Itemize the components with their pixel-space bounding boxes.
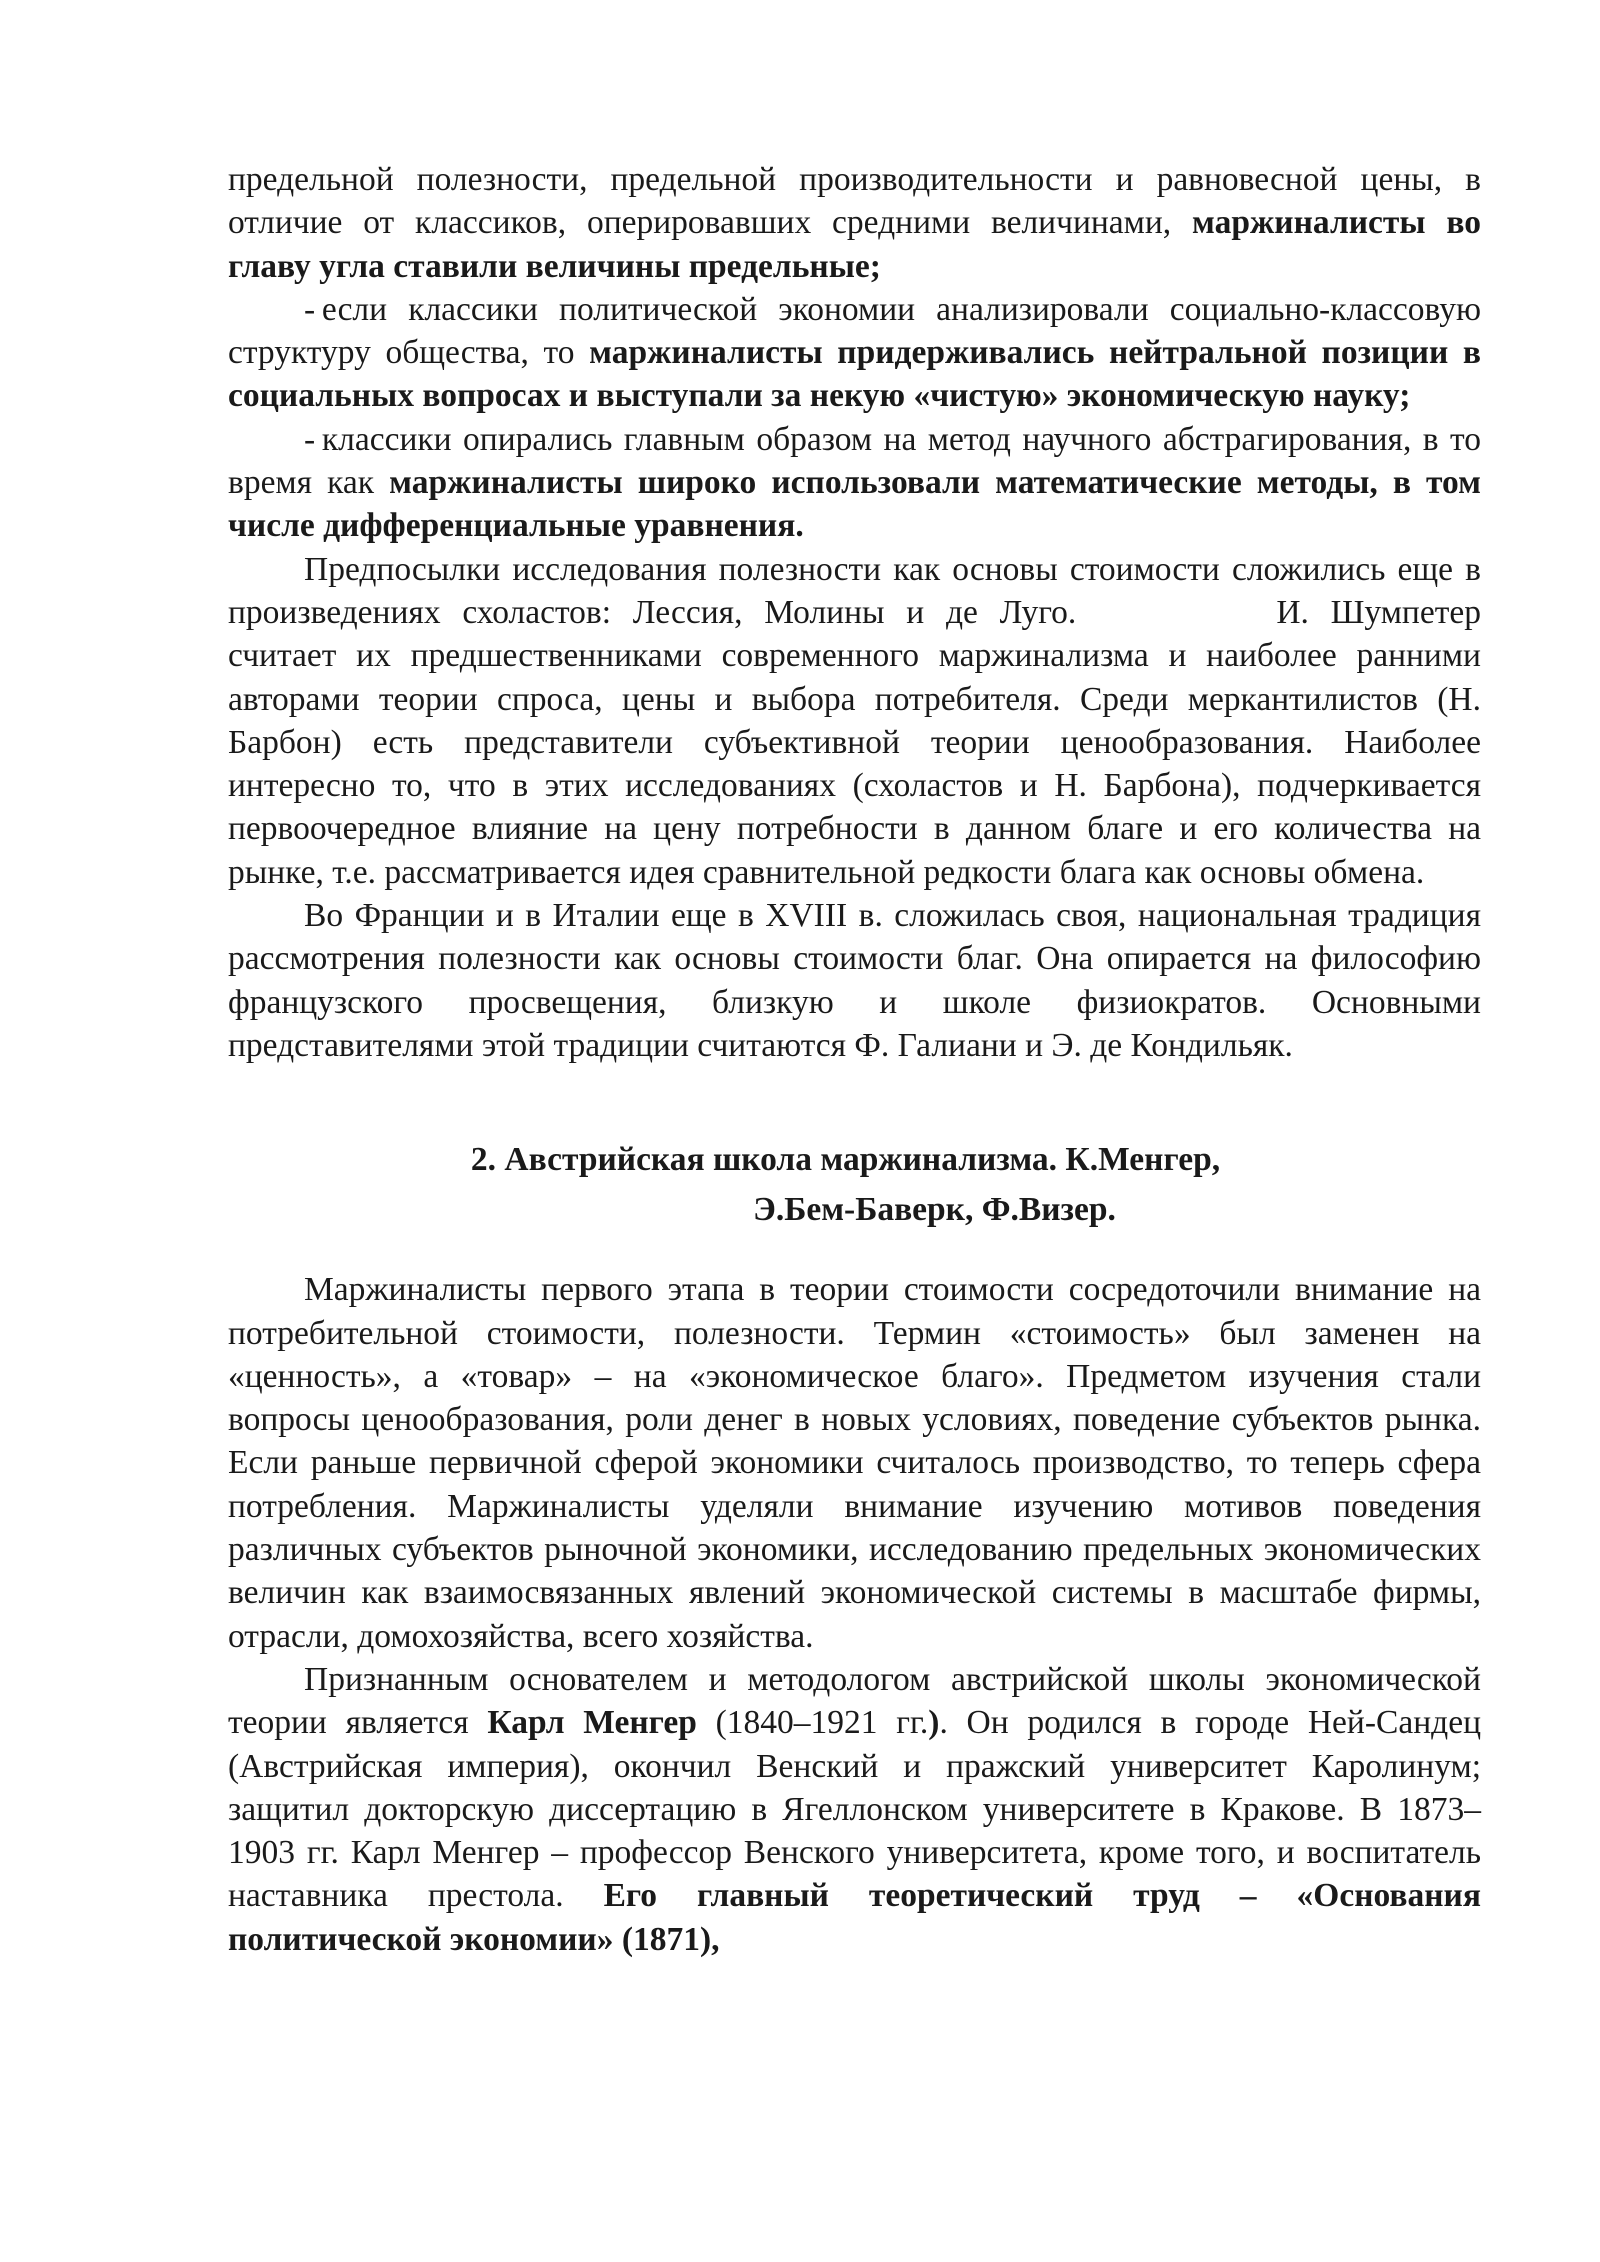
paragraph-prerequisites bbox=[228, 548, 1481, 894]
paragraph-text: . Он родился в городе Ней-Сандец (Австрийская империя), окончил Венский и пражский университет Каролинум; защитил докторскую диссертацию в Ягеллонском университете в Кракове. В 1873–1903 гг. Карл Менгер – профессор Венского университета, кроме того, и воспитатель наставника престола. bbox=[228, 1704, 1481, 1915]
paragraph-text: И. Шумпетер считает их предшественниками современного маржинализма и наиболее ранними авторами теории спроса, цены и выбора потребителя. Среди меркантилистов (Н. Барбон) есть представители субъективной теории ценообразования. Наиболее интересно то, что в этих исследованиях (схоластов и Н. Барбона), подчеркивается первоочередное влияние на цену потребности в данном благе и его количества на рынке, т.е. рассматривается идея сравнительной редкости блага как основы обмена. bbox=[228, 593, 1481, 891]
paragraph-text: - если классики политической экономии анализировали социально-классовую структуру общества, то bbox=[228, 290, 1481, 372]
paragraph-text: Маржиналисты первого этапа в теории стоимости сосредоточили внимание на потребительной стоимости, полезности. Термин «стоимость» был заменен на «ценность», а «товар» – на «экономическое благо». Предметом изучения стали вопросы ценообразования, роли денег в новых условиях, поведение субъектов рынка. Если раньше первичной сферой экономики считалось производство, то теперь сфера потребления. Маржиналисты уделяли внимание изучению мотивов поведения различных субъектов рыночной экономики, исследованию предельных экономических величин как взаимосвязанных явлений экономической системы в масштабе фирмы, отрасли, домохозяйства, всего хозяйства. bbox=[228, 1271, 1481, 1655]
section-heading-line1: 2. Австрийская школа маржинализма. К.Менгер, bbox=[470, 1141, 1221, 1179]
paragraph-text: Признанным основателем и методологом австрийской школы экономической теории является bbox=[228, 1660, 1481, 1742]
paragraph-bold-text: Его главный теоретический труд – «Основания политической экономии» (1871), bbox=[228, 1877, 1481, 1958]
paragraph-bold-text: маржиналисты широко использовали математические методы, в том числе дифференциальные уравнения. bbox=[228, 464, 1481, 545]
paragraph-french-italian-tradition bbox=[228, 894, 1481, 1067]
paragraph-bold-text: ) bbox=[928, 1704, 940, 1742]
paragraph-text: - классики опирались главным образом на метод научного абстрагирования, в то время как bbox=[228, 420, 1481, 502]
paragraph-marginal-values bbox=[228, 158, 1481, 288]
section-heading bbox=[228, 1135, 1481, 1235]
paragraph-bold-text: маржиналисты придерживались нейтральной позиции в социальных вопросах и выступали за некую «чистую» экономическую науку; bbox=[228, 334, 1482, 415]
paragraph-text: предельной полезности, предельной производительности и равновесной цены, в отличие от классиков, оперировавших средними величинами, bbox=[228, 161, 1481, 242]
paragraph-text: Во Франции и в Италии еще в XVIII в. сложилась своя, национальная традиция рассмотрения полезности как основы стоимости благ. Она опирается на философию французского просвещения, близкую и школе физиократов. Основными представителями этой традиции считаются Ф. Галиани и Э. де Кондильяк. bbox=[228, 897, 1481, 1064]
paragraph-bold-text: Карл Менгер bbox=[487, 1704, 697, 1742]
paragraph-text: Предпосылки исследования полезности как основы стоимости сложились еще в произведениях схоластов: Лессия, Молины и де Луго. bbox=[228, 550, 1481, 631]
paragraph-social-neutrality bbox=[228, 288, 1481, 418]
paragraph-carl-menger bbox=[228, 1658, 1481, 1961]
paragraph-bold-text: маржиналисты во главу угла ставили величины предельные; bbox=[228, 204, 1481, 285]
paragraph-text: (1840–1921 гг. bbox=[696, 1704, 929, 1742]
section-heading-line2: Э.Бем-Баверк, Ф.Визер. bbox=[753, 1191, 1116, 1229]
paragraph-first-stage-marginalists bbox=[228, 1268, 1481, 1658]
paragraph-math-methods bbox=[228, 418, 1481, 548]
